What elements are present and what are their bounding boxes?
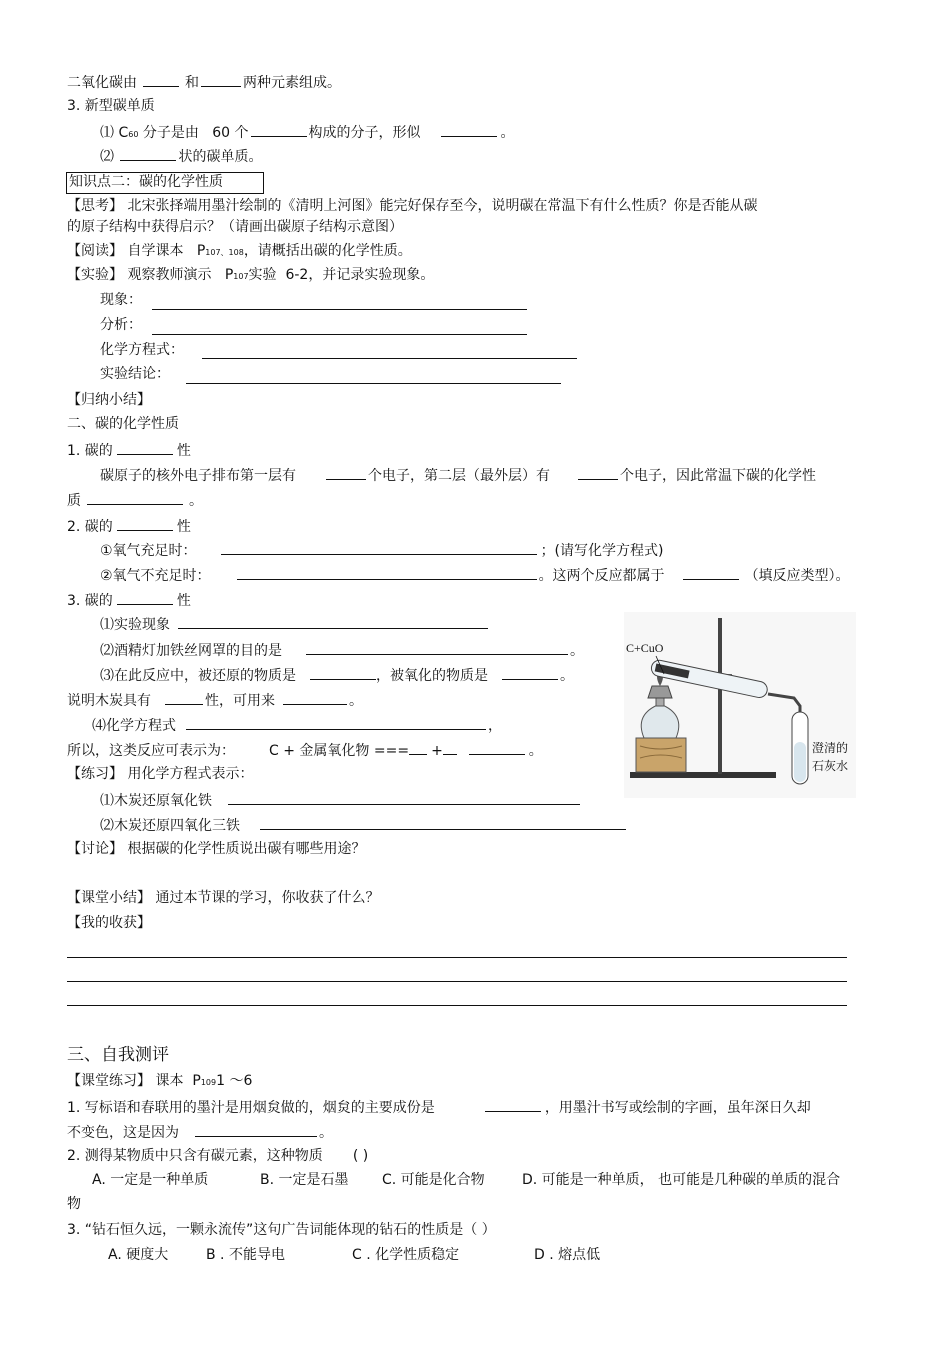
blank[interactable] xyxy=(485,1097,541,1112)
answer-line[interactable] xyxy=(67,957,847,958)
composition-line: 二氧化碳由 和 两种元素组成。 xyxy=(67,72,341,92)
property1: 1. 碳的 性 xyxy=(67,440,191,460)
think-line2: 的原子结构中获得启示？（请画出碳原子结构示意图） xyxy=(67,219,403,235)
analysis-label: 分析： xyxy=(100,317,142,333)
electron-line2: 质 。 xyxy=(67,490,203,510)
q-reducing: 说明木炭具有 性，可用来 。 xyxy=(67,690,363,710)
blank[interactable] xyxy=(260,815,626,830)
test-q3-option-a[interactable]: A. 硬度大 xyxy=(108,1247,169,1263)
practice-title: 【练习】 用化学方程式表示： xyxy=(67,766,254,782)
chemical-properties-heading: 二、碳的化学性质 xyxy=(67,416,179,432)
test-q3-option-d[interactable]: D . 熔点低 xyxy=(534,1247,601,1263)
answer-line[interactable] xyxy=(186,383,561,384)
test-q2-option-b[interactable]: B. 一定是石墨 xyxy=(260,1172,349,1188)
blank[interactable] xyxy=(178,614,488,629)
practice-q1: ⑴木炭还原氧化铁 xyxy=(100,790,580,810)
blank[interactable] xyxy=(502,665,558,680)
stand-rod xyxy=(718,618,722,774)
summary-title: 【归纳小结】 xyxy=(67,392,151,408)
test-q2: 2. 测得某物质中只含有碳元素，这种物质 ( ) xyxy=(67,1148,369,1164)
carbon-reduction-apparatus-figure xyxy=(624,612,856,798)
blank[interactable] xyxy=(409,740,427,755)
blank[interactable] xyxy=(117,516,173,531)
self-test-heading: 三、自我测评 xyxy=(67,1045,169,1065)
test-q3-option-b[interactable]: B . 不能导电 xyxy=(206,1247,285,1263)
knowledge2-title: 知识点二：碳的化学性质 xyxy=(69,174,223,190)
wire-mesh-cover xyxy=(648,686,672,698)
blank[interactable] xyxy=(221,540,537,555)
blank[interactable] xyxy=(87,490,183,505)
c60-question: ⑴ C60 分子是由 60 个 构成的分子，形似 。 xyxy=(100,122,515,144)
blank[interactable] xyxy=(251,122,307,137)
oxygen-low-line: ②氧气不充足时： 。这两个反应都属于 （填反应类型）。 xyxy=(100,565,850,585)
class-summary: 【课堂小结】 通过本节课的学习，你收获了什么？ xyxy=(67,890,380,906)
blank[interactable] xyxy=(228,790,580,805)
test-q2-option-d[interactable]: D. 可能是一种单质， 也可能是几种碳的单质的混合 xyxy=(522,1172,841,1188)
limewater-label-1: 澄清的 xyxy=(812,741,849,755)
blank[interactable] xyxy=(143,72,179,87)
blank[interactable] xyxy=(165,690,203,705)
test-q3: 3. “钻石恒久远，一颗永流传”这句广告词能体现的钻石的性质是（ ） xyxy=(67,1222,496,1238)
property2: 2. 碳的 性 xyxy=(67,516,191,536)
blank[interactable] xyxy=(443,740,457,755)
answer-line[interactable] xyxy=(67,1005,847,1006)
blank[interactable] xyxy=(310,665,376,680)
phenomenon-label: 现象： xyxy=(100,292,142,308)
stand-base xyxy=(630,772,776,778)
blank[interactable] xyxy=(186,715,486,730)
answer-line[interactable] xyxy=(67,981,847,982)
electron-line: 碳原子的核外电子排布第一层有 个电子，第二层（最外层）有 个电子，因此常温下碳的化学性 xyxy=(100,465,816,485)
reactants-label: C+CuO xyxy=(626,641,664,655)
blank[interactable] xyxy=(120,146,176,161)
my-gain: 【我的收获】 xyxy=(67,915,151,931)
test-q1-line2: 不变色，这是因为 。 xyxy=(67,1122,333,1142)
q-equation: ⑷化学方程式 ， xyxy=(92,715,502,735)
equation-label: 化学方程式： xyxy=(100,342,184,358)
q-redox: ⑶在此反应中，被还原的物质是 ，被氧化的物质是 。 xyxy=(100,665,574,685)
nanotube-question: ⑵ 状的碳单质。 xyxy=(100,146,262,166)
conclusion-label: 实验结论： xyxy=(100,366,170,382)
blank[interactable] xyxy=(469,740,525,755)
new-carbon-title: 3. 新型碳单质 xyxy=(67,98,155,114)
general-form: 所以，这类反应可表示为： C + 金属氧化物 === + 。 xyxy=(67,740,543,760)
q-phenomenon: ⑴实验现象 xyxy=(100,614,488,634)
test-q2-option-c[interactable]: C. 可能是化合物 xyxy=(382,1172,485,1188)
think-line1: 【思考】 北宋张择端用墨汁绘制的《清明上河图》能完好保存至今，说明碳在常温下有什么性质？你是否能从碳 xyxy=(67,198,758,214)
property3: 3. 碳的 性 xyxy=(67,590,191,610)
blank[interactable] xyxy=(283,690,347,705)
oxygen-full-line: ①氧气充足时： ；(请写化学方程式) xyxy=(100,540,664,560)
test-q3-option-c[interactable]: C . 化学性质稳定 xyxy=(352,1247,460,1263)
experiment-line: 【实验】 观察教师演示 P107实验 6-2，并记录实验现象。 xyxy=(67,267,435,283)
blank[interactable] xyxy=(578,465,618,480)
limewater-label-2: 石灰水 xyxy=(812,759,849,773)
answer-line[interactable] xyxy=(152,309,527,310)
discuss: 【讨论】 根据碳的化学性质说出碳有哪些用途？ xyxy=(67,841,366,857)
blank[interactable] xyxy=(201,72,241,87)
q-wire-mesh: ⑵酒精灯加铁丝网罩的目的是 。 xyxy=(100,640,584,660)
blank[interactable] xyxy=(237,565,537,580)
class-exercise: 【课堂练习】 课本 P1091 ～6 xyxy=(67,1073,253,1089)
read-line: 【阅读】 自学课本 P107、108，请概括出碳的化学性质。 xyxy=(67,243,412,259)
blank[interactable] xyxy=(683,565,739,580)
blank[interactable] xyxy=(195,1122,317,1137)
test-q2-option-d-cont: 物 xyxy=(67,1196,81,1212)
practice-q2: ⑵木炭还原四氧化三铁 xyxy=(100,815,626,835)
blank[interactable] xyxy=(117,440,173,455)
answer-line[interactable] xyxy=(152,334,527,335)
answer-line[interactable] xyxy=(202,358,577,359)
blank[interactable] xyxy=(441,122,497,137)
blank[interactable] xyxy=(306,640,568,655)
test-q1-line1: 1. 写标语和春联用的墨汁是用烟炱做的，烟炱的主要成份是 ，用墨汁书写或绘制的字画，虽年深日久却 xyxy=(67,1097,811,1117)
blank[interactable] xyxy=(117,590,173,605)
test-q2-option-a[interactable]: A. 一定是一种单质 xyxy=(92,1172,209,1188)
blank[interactable] xyxy=(326,465,366,480)
